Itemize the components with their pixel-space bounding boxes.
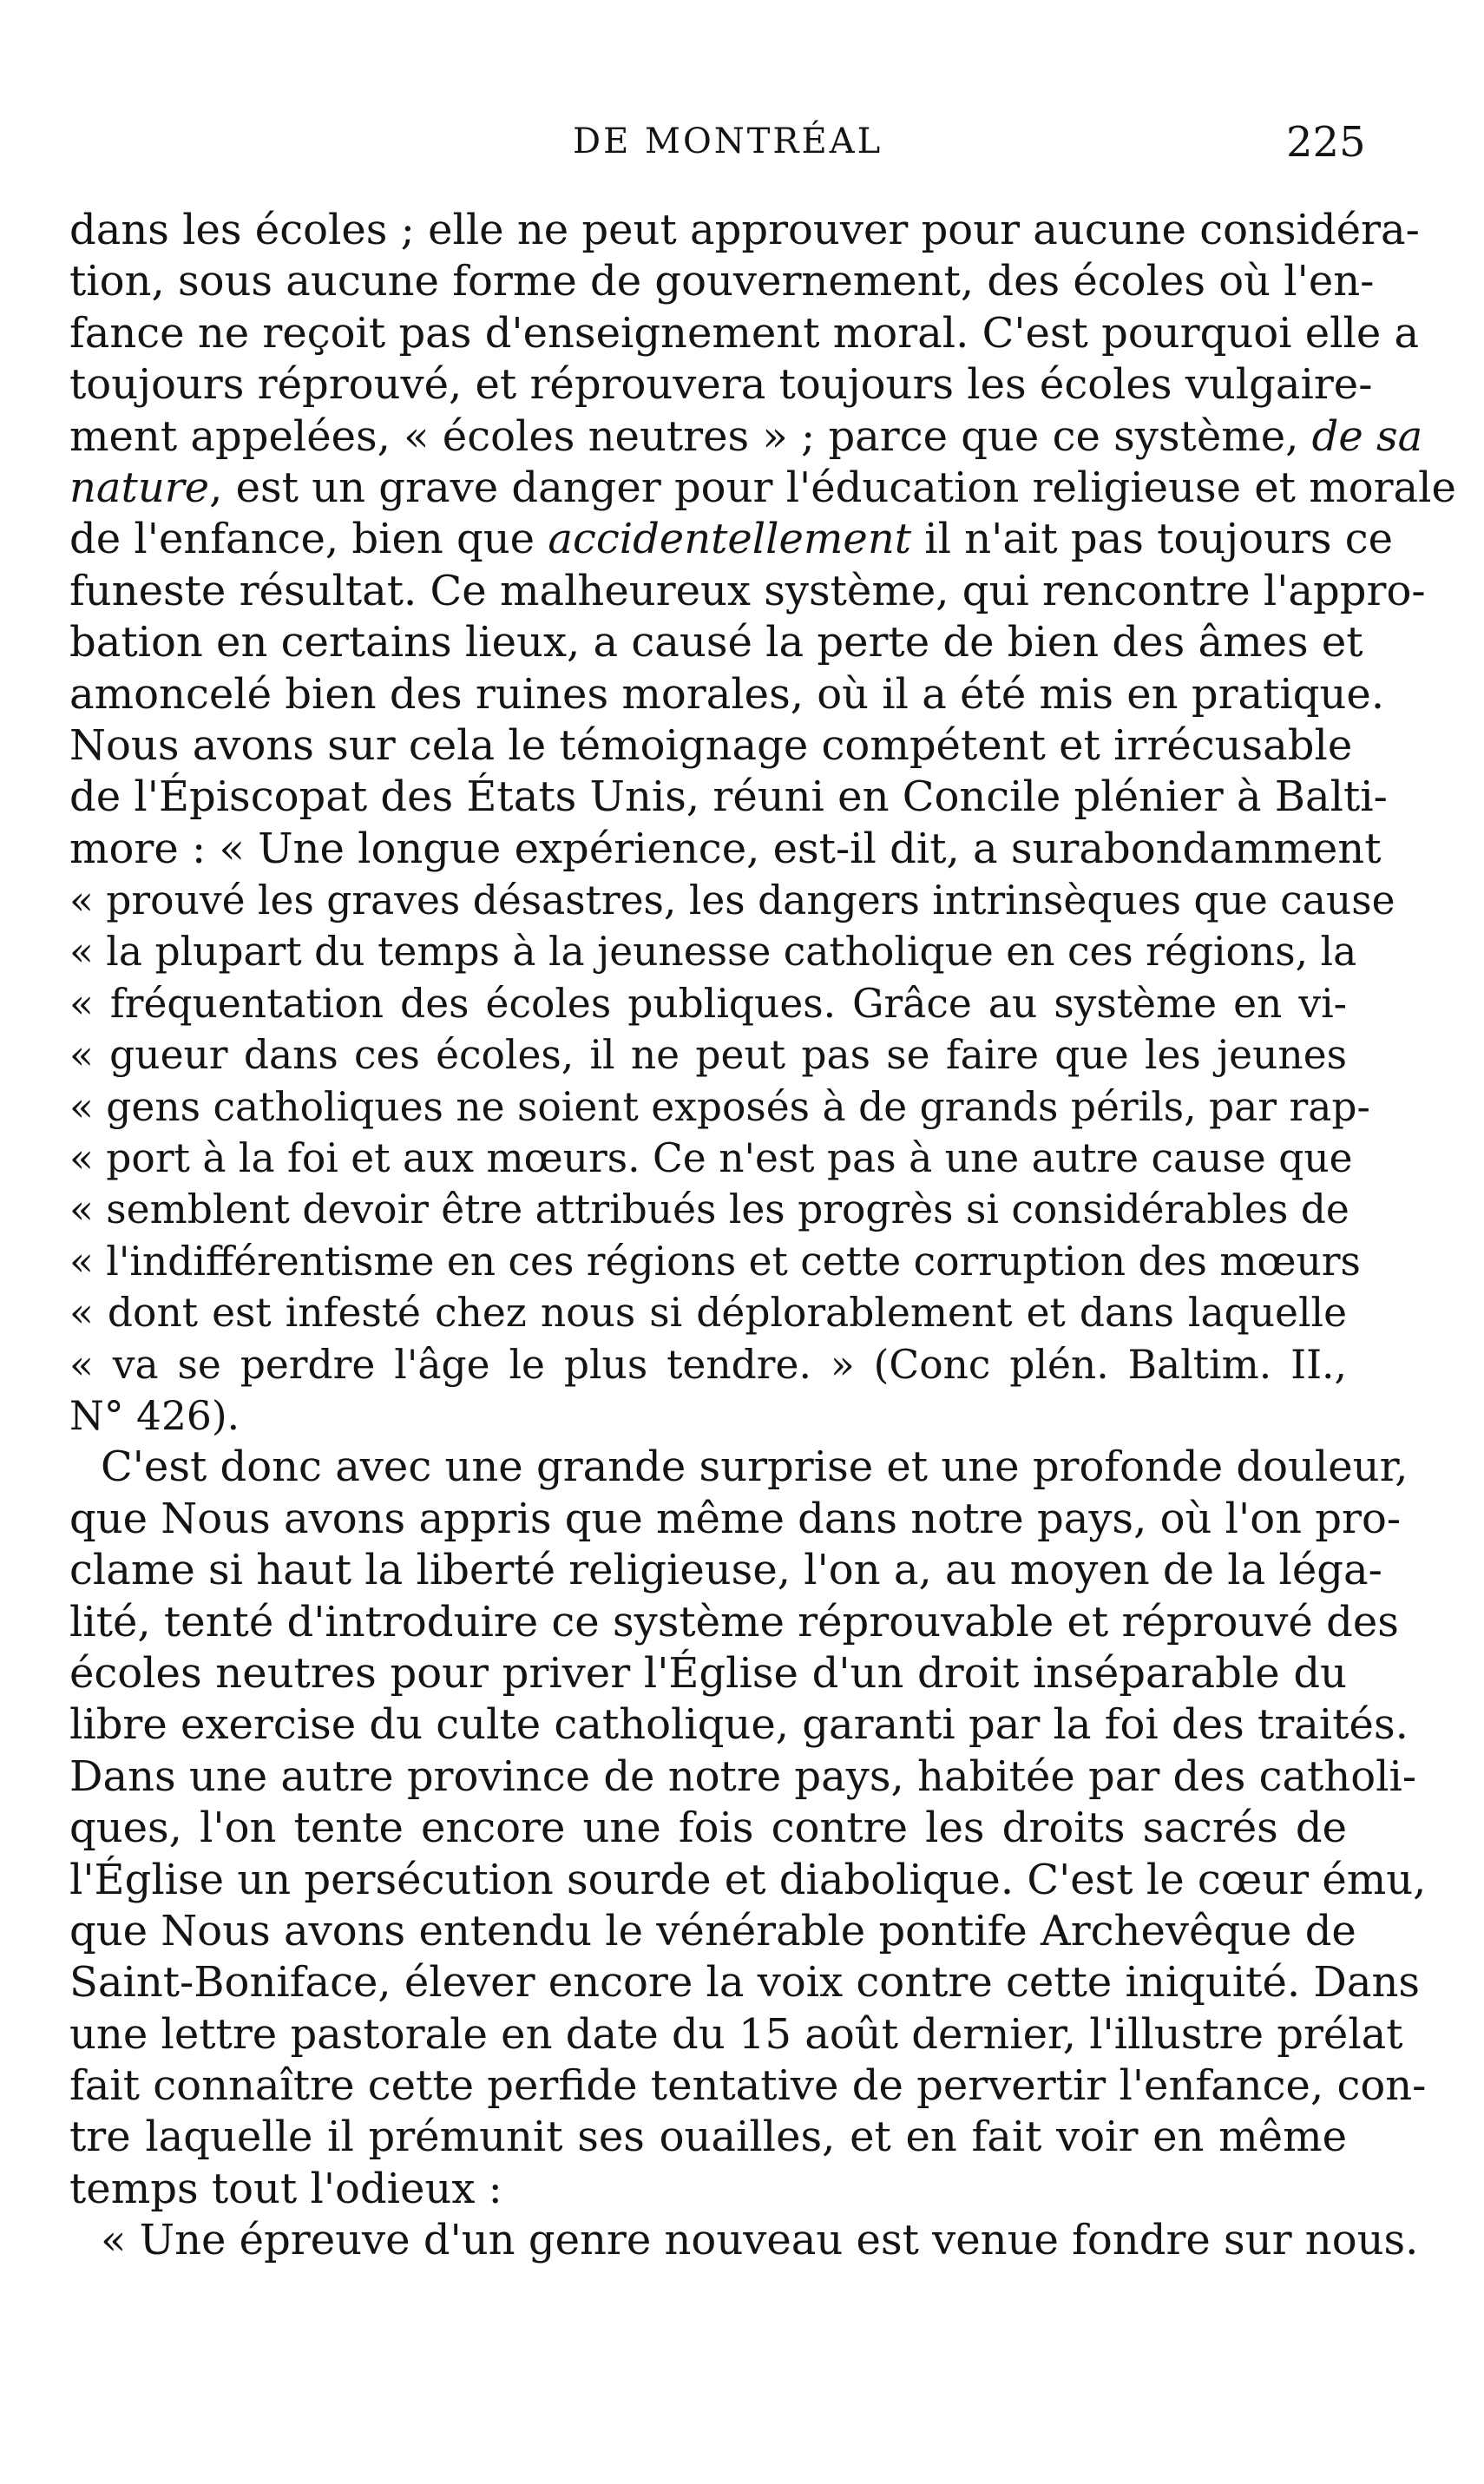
text-line: que Nous avons appris que même dans notre pays, où l'on pro- <box>69 1494 1402 1543</box>
text-line: C'est donc avec une grande surprise et une profonde douleur, <box>101 1442 1408 1492</box>
text-line: dans les écoles ; elle ne peut approuver pour aucune considéra- <box>69 206 1420 254</box>
text-line: Nous avons sur cela le témoignage compétent et irrécusable <box>69 720 1353 770</box>
quote-line: « Une épreuve d'un genre nouveau est venue fondre sur nous. <box>101 2216 1419 2265</box>
text-line: amoncelé bien des ruines morales, où il a été mis en pratique. <box>69 669 1385 719</box>
quote-line: « port à la foi et aux mœurs. Ce n'est pas à une autre cause que <box>69 1135 1353 1182</box>
quote-line: N° 426). <box>69 1392 240 1439</box>
page-number: 225 <box>1286 118 1366 167</box>
text-line: une lettre pastorale en date du 15 août dernier, l'illustre prélat <box>69 2009 1403 2059</box>
text-line: ques, l'on tente encore une fois contre les droits sacrés de <box>69 1804 1347 1853</box>
text-line <box>69 411 1423 463</box>
text-line: fance ne reçoit pas d'enseignement moral. C'est pourquoi elle a <box>69 308 1420 358</box>
quote-line: « fréquentation des écoles publiques. Grâce au système en vi- <box>69 980 1347 1027</box>
quote-line: « semblent devoir être attribués les progrès si considérables de <box>69 1186 1349 1233</box>
text-line: bation en certains lieux, a causé la perte de bien des âmes et <box>69 618 1363 667</box>
quote-line: « l'indifférentisme en ces régions et cette corruption des mœurs <box>69 1238 1361 1285</box>
text-line: funeste résultat. Ce malheureux système, qui rencontre l'appro- <box>69 566 1426 615</box>
text-line: nature, est un grave danger pour l'éducation religieuse et morale <box>69 463 1456 512</box>
running-title: DE MONTRÉAL <box>573 122 883 161</box>
text-line: écoles neutres pour priver l'Église d'un droit inséparable du <box>69 1648 1347 1698</box>
quote-line: « gens catholiques ne soient exposés à de grands périls, par rap- <box>69 1083 1370 1130</box>
text-line: fait connaître cette perfide tentative de pervertir l'enfance, con- <box>69 2061 1427 2111</box>
page-header <box>0 118 1484 174</box>
italic-term: nature <box>69 463 210 512</box>
text-line: toujours réprouvé, et réprouvera toujours les écoles vulgaire- <box>69 360 1373 410</box>
text-line: que Nous avons entendu le vénérable pontife Archevêque de <box>69 1906 1356 1955</box>
quote-line: « va se perdre l'âge le plus tendre. » (Conc plén. Baltim. II., <box>69 1341 1347 1388</box>
text-line-roman: ment appelées, « écoles neutres » ; parce que ce système, de sa <box>69 411 1423 461</box>
text-line: de l'enfance, bien que accidentellement il n'ait pas toujours ce <box>69 515 1394 564</box>
text-line: lité, tenté d'introduire ce système réprouvable et réprouvé des <box>69 1597 1399 1646</box>
quote-line: « dont est infesté chez nous si déplorablement et dans laquelle <box>69 1290 1347 1337</box>
text-line: Dans une autre province de notre pays, habitée par des catholi- <box>69 1751 1417 1801</box>
italic-term: de sa <box>1311 411 1423 461</box>
body-text <box>69 205 1456 2267</box>
text-line: more : « Une longue expérience, est-il dit, a surabondamment <box>69 824 1382 873</box>
text-line: tre laquelle il prémunit ses ouailles, et en fait voir en même <box>69 2113 1347 2162</box>
italic-term: accidentellement <box>548 515 912 564</box>
text-line: de l'Épiscopat des États Unis, réuni en Concile plénier à Balti- <box>69 772 1388 822</box>
text-line: libre exercise du culte catholique, garanti par la foi des traités. <box>69 1700 1408 1750</box>
text-line: l'Église un persécution sourde et diabolique. C'est le cœur ému, <box>69 1855 1427 1904</box>
quote-line: « la plupart du temps à la jeunesse catholique en ces régions, la <box>69 929 1357 976</box>
text-line: clame si haut la liberté religieuse, l'on a, au moyen de la léga- <box>69 1546 1382 1595</box>
quote-line: « gueur dans ces écoles, il ne peut pas se faire que les jeunes <box>69 1032 1347 1079</box>
text-line: Saint-Boniface, élever encore la voix contre cette iniquité. Dans <box>69 1958 1421 2008</box>
text-line: temps tout l'odieux : <box>69 2164 502 2213</box>
quote-line: « prouvé les graves désastres, les dangers intrinsèques que cause <box>69 877 1395 924</box>
text-line: tion, sous aucune forme de gouvernement, des écoles où l'en- <box>69 257 1375 306</box>
